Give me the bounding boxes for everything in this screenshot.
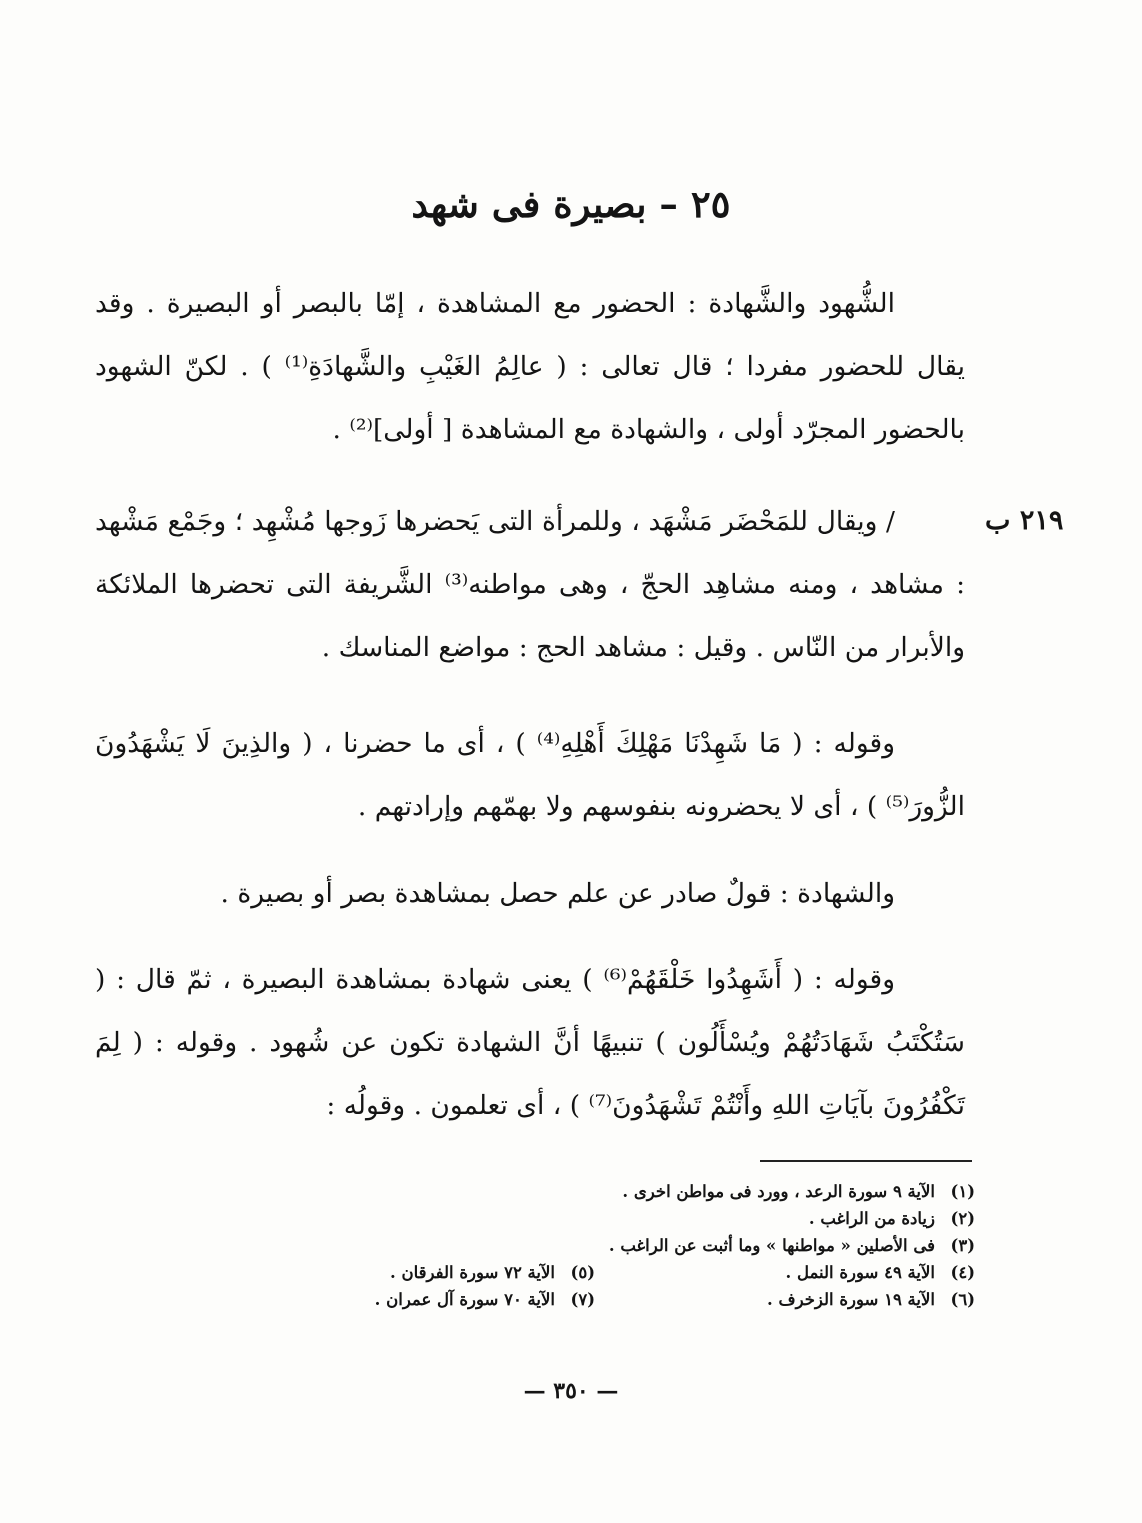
footnote-number: (٦): [950, 1290, 975, 1309]
paragraph-3: وقوله : ( مَا شَهِدْنَا مَهْلِكَ أَهْلِهِ⁽⁴⁾ ) ، أى ما حضرنا ، ( والذِينَ لَا يَشْهَدُونَ الزُّورَ⁽⁵⁾ ) ، أى لا يحضرونه بنفوسهم ولا بهمّهم وإرادتهم .: [95, 728, 965, 822]
footnote-row: [215, 1232, 975, 1259]
footnote-number: (٥): [570, 1263, 595, 1282]
main-text-4: [95, 862, 965, 925]
footnote-2: [215, 1205, 975, 1232]
page-title: ٢٥ – بصيرة فى شهد: [411, 182, 731, 226]
footnote-7: [215, 1286, 595, 1313]
footnote-text: الآية ٧٠ سورة آل عمران .: [374, 1290, 555, 1309]
footnote-text: الآية ١٩ سورة الزخرف .: [767, 1290, 935, 1309]
footnotes: [215, 1178, 975, 1313]
paragraph-4: والشهادة : قولٌ صادر عن علم حصل بمشاهدة بصر أو بصيرة .: [220, 878, 895, 909]
main-text-5: [95, 948, 965, 1137]
footnote-4: [595, 1259, 975, 1286]
footnote-1: [215, 1178, 975, 1205]
footnote-text: زيادة من الراغب .: [808, 1209, 935, 1228]
footnote-6: [595, 1286, 975, 1313]
paragraph-1: الشُّهود والشَّهادة : الحضور مع المشاهدة ، إمّا بالبصر أو البصيرة . وقد يقال للحضور مفردا ؛ قال تعالى : ( عالِمُ الغَيْبِ والشَّهادَةِ⁽¹⁾ ) . لكنّ الشهود بالحضور المجرّد أولى ، والشهادة مع المشاهدة [ أولى]⁽²⁾ .: [95, 288, 965, 445]
page-number: — ٣٥٠ —: [523, 1378, 619, 1404]
footnote-number: (٤): [950, 1263, 975, 1282]
footnote-row: [215, 1178, 975, 1205]
footnote-3: [215, 1232, 975, 1259]
footnote-row: [215, 1286, 975, 1313]
footnote-text: الآية ٧٢ سورة الفرقان .: [390, 1263, 555, 1282]
main-text-2: [95, 490, 965, 679]
footnote-number: (٧): [570, 1290, 595, 1309]
footnote-5: [215, 1259, 595, 1286]
footnote-text: الآية ٤٩ سورة النمل .: [785, 1263, 935, 1282]
margin-marker: ٢١٩ ب: [985, 505, 1064, 536]
main-text: [95, 272, 965, 461]
footnote-row: [215, 1205, 975, 1232]
paragraph-5: وقوله : ( أَشَهِدُوا خَلْقَهُمْ⁽⁶⁾ ) يعنى شهادة بمشاهدة البصيرة ، ثمّ قال : ( سَتُكْتَبُ شَهَادَتُهُمْ ويُسْأَلُون ) تنبيهًا أنَّ الشهادة تكون عن شُهود . وقوله : ( لِمَ تَكْفُرُونَ بآيَاتِ اللهِ وأَنْتُمْ تَشْهَدُونَ⁽⁷⁾ ) ، أى تعلمون . وقولُه :: [95, 964, 965, 1121]
paragraph-2: / ويقال للمَحْضَر مَشْهَد ، وللمرأة التى يَحضرها زَوجها مُشْهِد ؛ وجَمْع مَشْهد : مشاهد ، ومنه مشاهِد الحجّ ، وهى مواطنه⁽³⁾ الشَّريفة التى تحضرها الملائكة والأبرار من النّاس . وقيل : مشاهد الحج : مواضع المناسك .: [95, 506, 965, 663]
footnote-rule: [760, 1160, 972, 1162]
footnote-row: [215, 1259, 975, 1286]
footnote-number: (٢): [950, 1209, 975, 1228]
footnote-text: الآية ٩ سورة الرعد ، وورد فى مواطن اخرى .: [622, 1182, 935, 1201]
main-text-3: [95, 712, 965, 838]
footnote-number: (٣): [950, 1236, 975, 1255]
footnote-number: (١): [950, 1182, 975, 1201]
footnote-text: فى الأصلين « مواطنها » وما أثبت عن الراغب .: [608, 1236, 935, 1255]
